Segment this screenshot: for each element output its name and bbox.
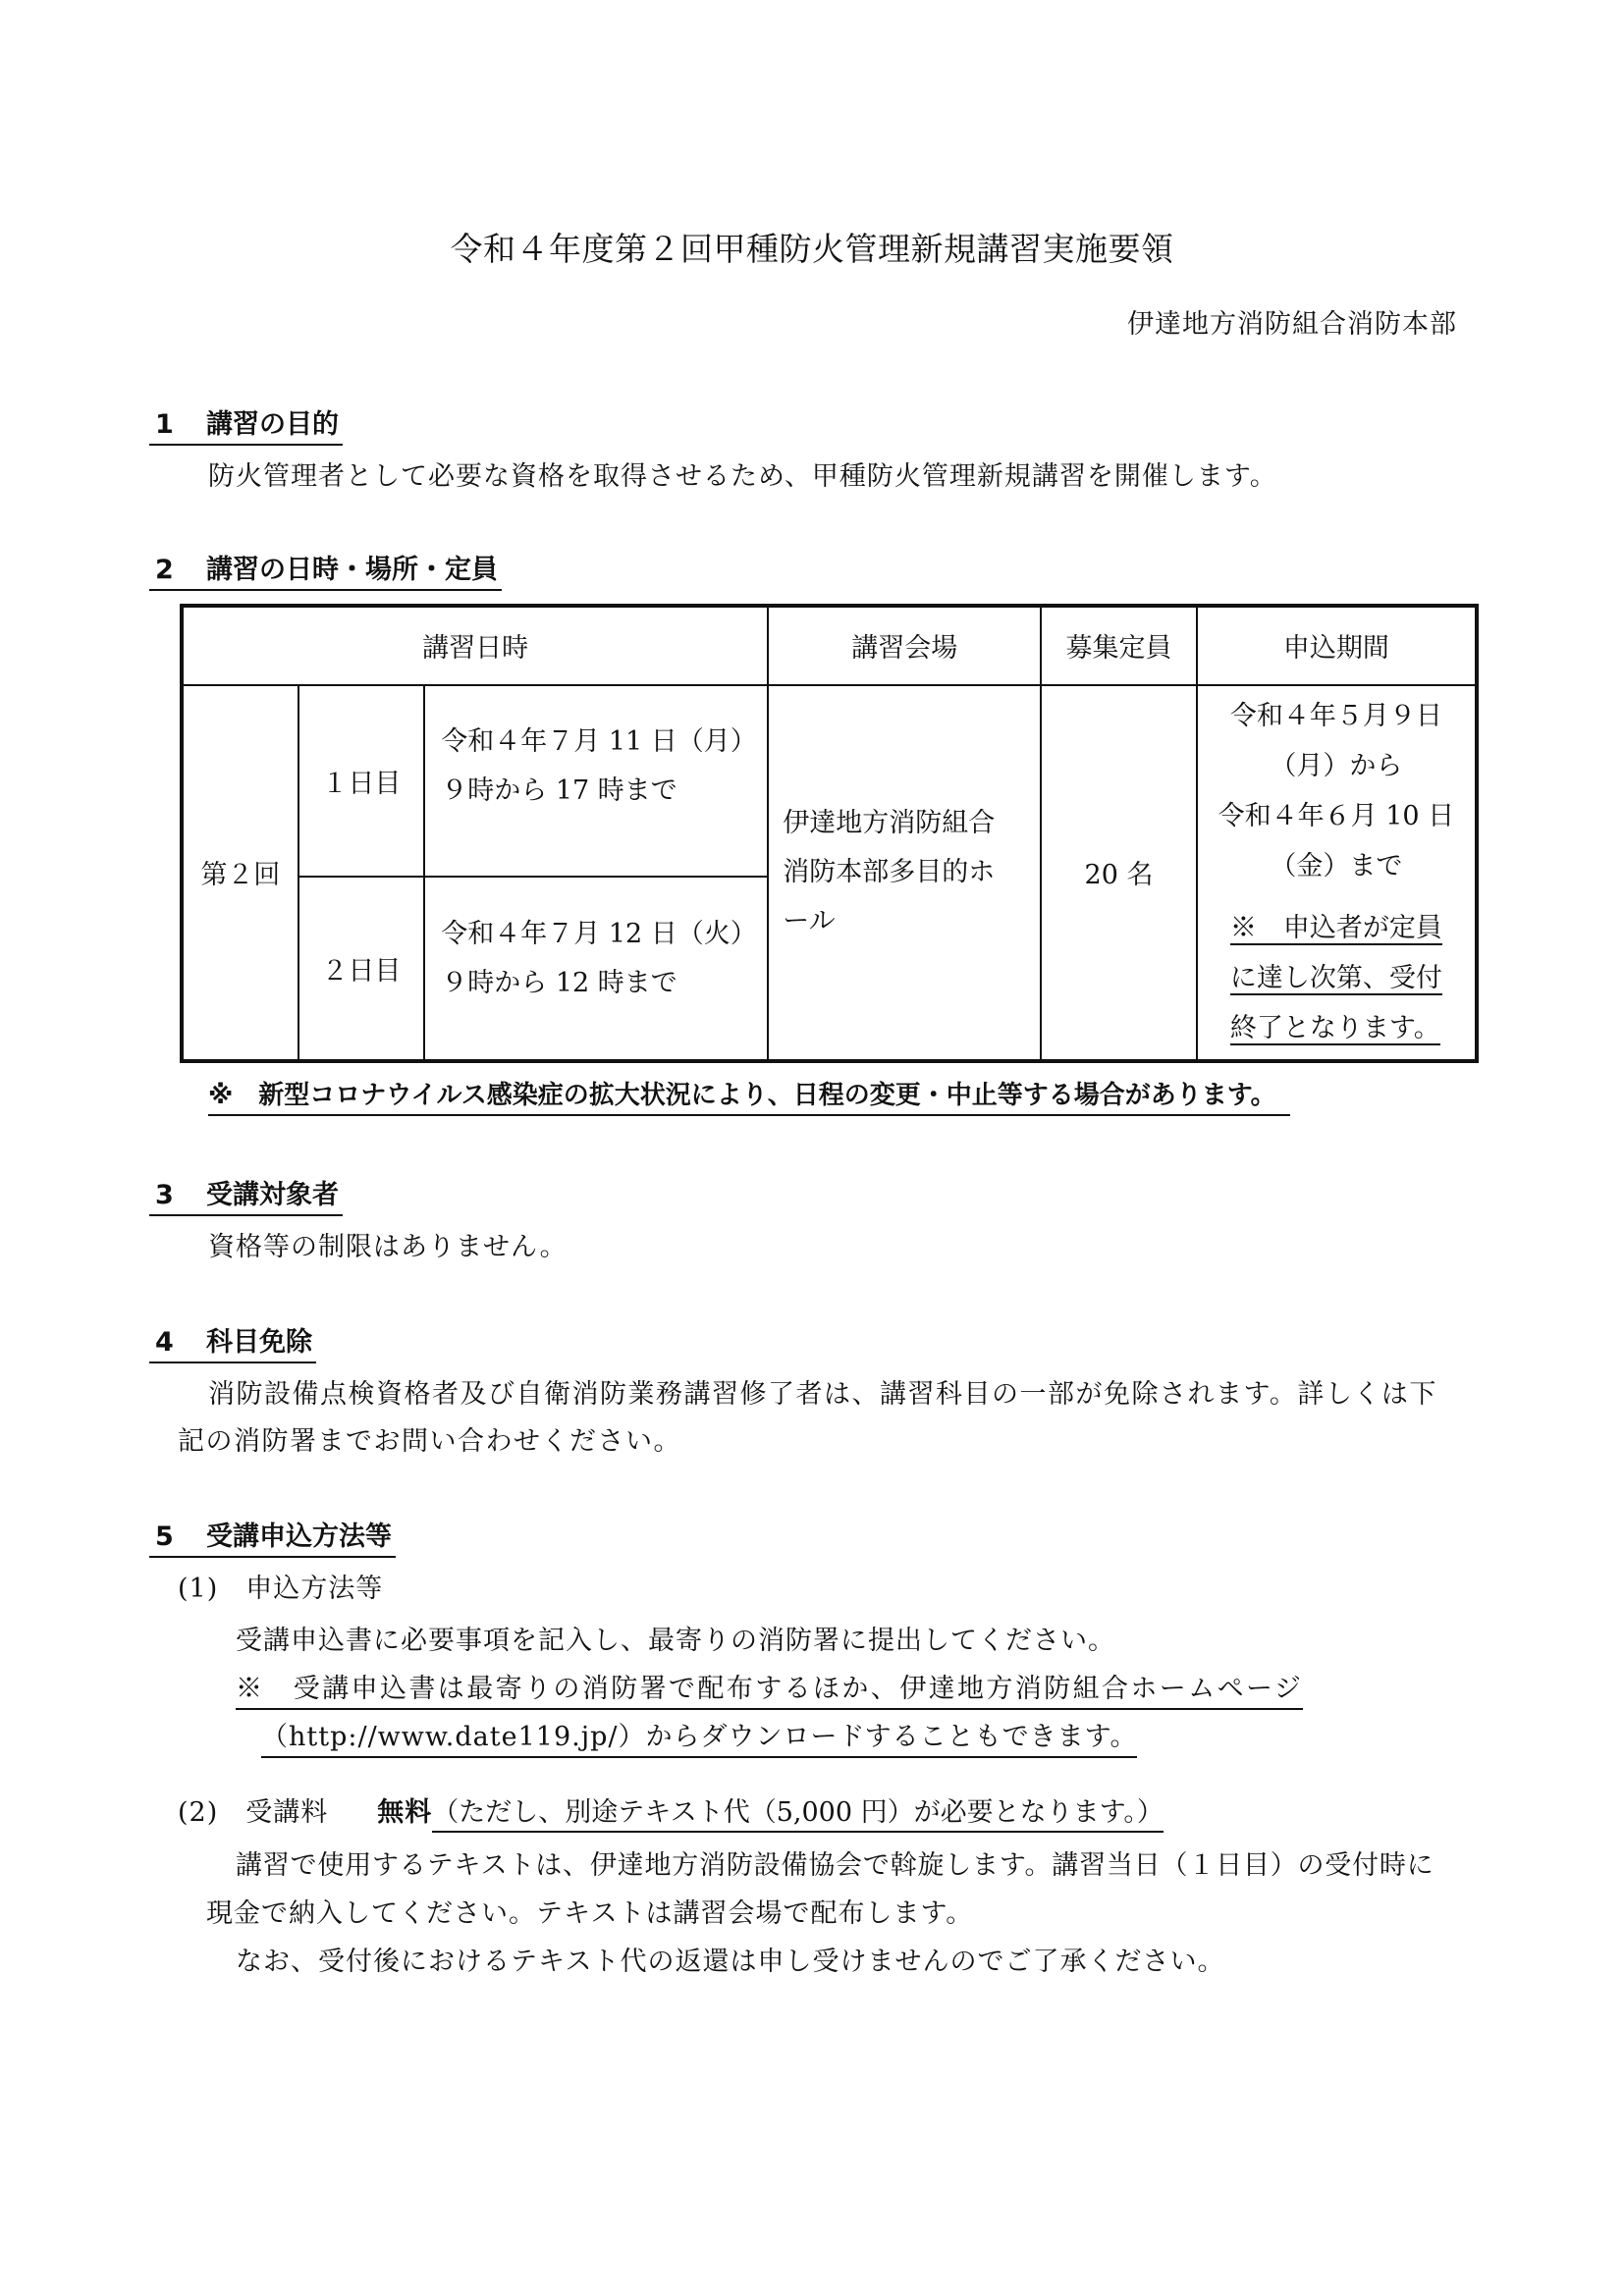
header-datetime: 講習日時 (182, 606, 768, 685)
section-number: 1 (155, 409, 174, 440)
apply-sub2-body-line2: 現金で納入してください。テキストは講習会場で配布します。 (206, 1898, 974, 1929)
section-5-heading (149, 1515, 396, 1558)
section-1-heading (149, 402, 343, 446)
apply-sub1-label: (1) 申込方法等 (178, 1574, 384, 1604)
day1-time: ９時から 17 時まで (441, 774, 677, 806)
section-4-heading (149, 1320, 316, 1363)
page-title: 令和４年度第２回甲種防火管理新規講習実施要領 (450, 230, 1174, 268)
period-start-date: 令和４年５月９日 (1229, 701, 1442, 732)
section-number: 5 (155, 1522, 174, 1552)
day1-date: 令和４年７月 11 日（月） (441, 725, 757, 757)
section-title: 受講対象者 (206, 1180, 339, 1210)
section-title: 講習の日時・場所・定員 (206, 555, 498, 585)
day2-time: ９時から 12 時まで (441, 967, 677, 998)
capacity-cell: 20 名 (1041, 685, 1197, 1061)
day2-label: ２日目 (298, 877, 425, 1061)
section-number: 3 (155, 1180, 174, 1210)
session-label: 第２回 (182, 685, 298, 1061)
section-number: 4 (155, 1327, 174, 1358)
table-row (182, 685, 1477, 878)
section-1-body: 防火管理者として必要な資格を取得させるため、甲種防火管理新規講習を開催します。 (208, 461, 1277, 492)
fee-free: 無料 (377, 1797, 433, 1828)
day1-datetime (424, 685, 768, 878)
fee-note: （ただし、別途テキスト代（5,000 円）が必要となります。） (432, 1797, 1164, 1833)
header-period: 申込期間 (1197, 606, 1477, 685)
period-note (1230, 903, 1442, 1053)
organization-name: 伊達地方消防組合消防本部 (1127, 309, 1457, 340)
schedule-table (180, 604, 1479, 1063)
venue-line: 消防本部多目的ホ (783, 856, 996, 887)
venue-line: ール (783, 905, 836, 936)
period-cell (1197, 685, 1477, 1061)
section-number: 2 (155, 555, 174, 585)
section-title: 科目免除 (206, 1327, 312, 1358)
section-4-body-line2: 記の消防署までお問い合わせください。 (178, 1426, 681, 1457)
day2-datetime (424, 877, 768, 1061)
day2-date: 令和４年７月 12 日（火） (441, 918, 757, 949)
day1-label: １日目 (298, 685, 425, 878)
header-venue: 講習会場 (768, 606, 1041, 685)
apply-sub1-note-line1: ※ 受講申込書は最寄りの消防署で配布するほか、伊達地方消防組合ホームページ (236, 1667, 1303, 1710)
period-note-line: 終了となります。 (1229, 1013, 1440, 1044)
apply-sub1-note-line2: （http://www.date119.jp/）からダウンロードすることもできます。 (261, 1715, 1137, 1758)
section-2-heading (149, 548, 502, 591)
period-end-day: （金）まで (1270, 851, 1403, 882)
venue-cell (768, 685, 1041, 1061)
apply-sub2-body-line3: なお、受付後におけるテキスト代の返還は申し受けませんのでご了承ください。 (236, 1947, 1225, 1977)
header-capacity: 募集定員 (1041, 606, 1197, 685)
section-3-body: 資格等の制限はありません。 (208, 1232, 568, 1262)
apply-sub2-body-line1: 講習で使用するテキストは、伊達地方消防設備協会で斡旋します。講習当日（１日目）の受付時に (236, 1850, 1435, 1881)
period-note-line: に達し次第、受付 (1229, 963, 1442, 994)
apply-sub2-label: (2) 受講料 (178, 1797, 329, 1828)
period-start-day: （月）から (1270, 751, 1403, 782)
section-3-heading (149, 1173, 343, 1216)
period-note-line: ※ 申込者が定員 (1229, 913, 1442, 944)
apply-sub2-row (178, 1790, 1164, 1829)
section-4-body-line1: 消防設備点検資格者及び自衛消防業務講習修了者は、講習科目の一部が免除されます。詳しくは下 (208, 1379, 1437, 1410)
apply-sub1-body: 受講申込書に必要事項を記入し、最寄りの消防署に提出してください。 (236, 1626, 1115, 1656)
covid-footnote: ※ 新型コロナウイルス感染症の拡大状況により、日程の変更・中止等する場合があります。 (208, 1075, 1290, 1116)
table-header-row (182, 606, 1477, 685)
venue-line: 伊達地方消防組合 (783, 807, 996, 838)
period-end-date: 令和４年６月 10 日 (1218, 801, 1455, 832)
section-title: 受講申込方法等 (206, 1522, 392, 1552)
section-title: 講習の目的 (206, 409, 339, 440)
